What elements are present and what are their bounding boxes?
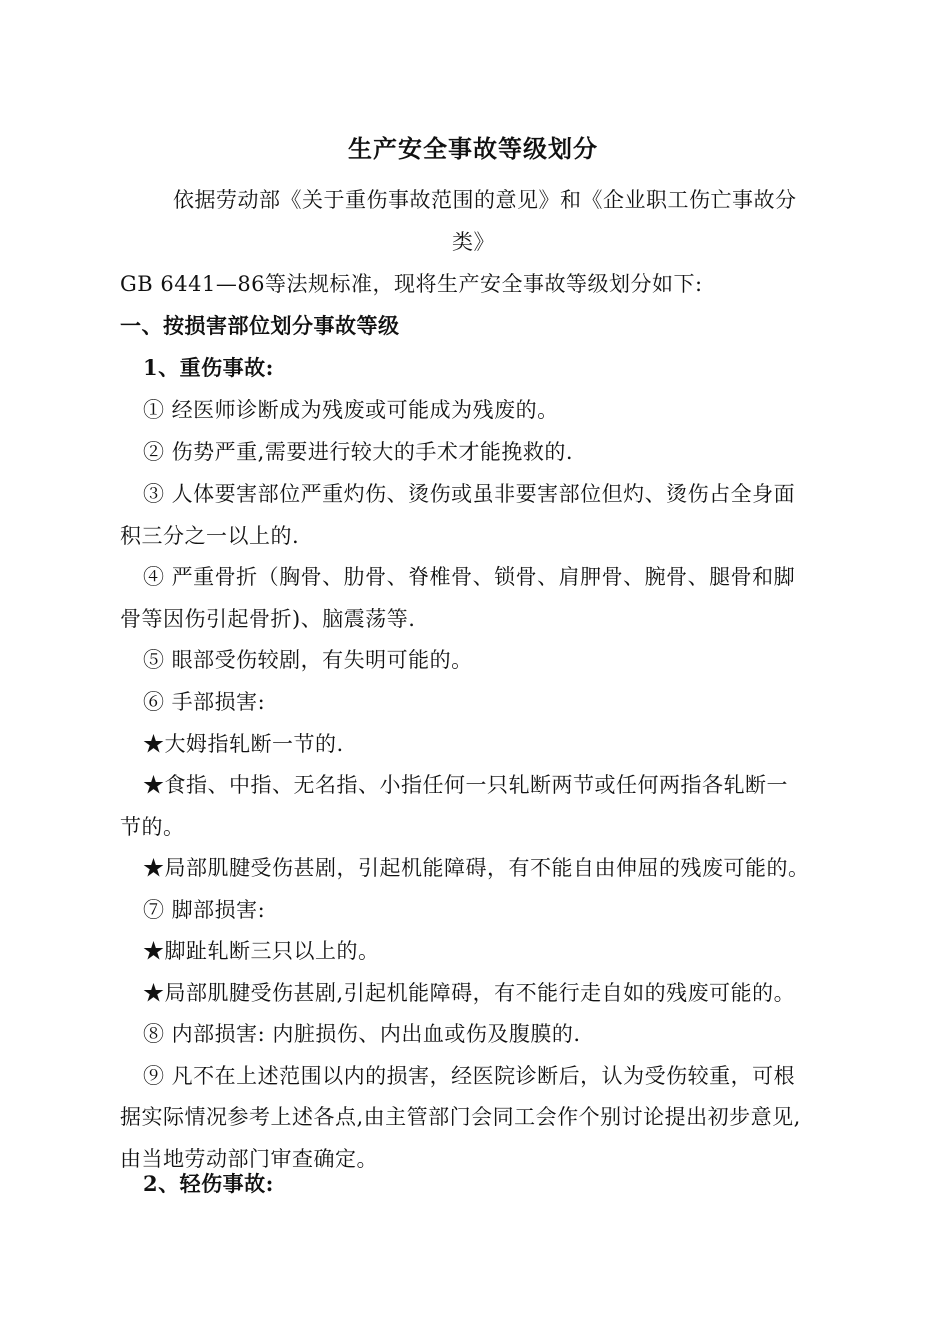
subsection-heading-serious-injury: 1、重伤事故: bbox=[143, 355, 274, 380]
list-item: ⑥ 手部损害: bbox=[143, 690, 266, 714]
list-item: ★局部肌腱受伤甚剧,引起机能障碍，有不能行走自如的残废可能的。 bbox=[143, 981, 796, 1005]
list-item: ③ 人体要害部位严重灼伤、烫伤或虽非要害部位但灼、烫伤占全身面 bbox=[143, 482, 796, 506]
intro-line-3: GB 6441—86等法规标准，现将生产安全事故等级划分如下: bbox=[120, 272, 703, 296]
list-item: ① 经医师诊断成为残废或可能成为残废的。 bbox=[143, 398, 559, 422]
list-item-continuation: 据实际情况参考上述各点,由主管部门会同工会作个别讨论提出初步意见, bbox=[120, 1105, 801, 1129]
list-item-continuation: 积三分之一以上的. bbox=[120, 524, 300, 548]
list-item: ④ 严重骨折（胸骨、肋骨、脊椎骨、锁骨、肩胛骨、腕骨、腿骨和脚 bbox=[143, 565, 796, 589]
list-item: ★脚趾轧断三只以上的。 bbox=[143, 939, 380, 963]
list-item: ★食指、中指、无名指、小指任何一只轧断两节或任何两指各轧断一 bbox=[143, 773, 788, 797]
list-item: ⑨ 凡不在上述范围以内的损害，经医院诊断后，认为受伤较重，可根 bbox=[143, 1064, 796, 1088]
subsection-heading-minor-injury: 2、轻伤事故: bbox=[143, 1171, 274, 1196]
list-item: ⑧ 内部损害: 内脏损伤、内出血或伤及腹膜的. bbox=[143, 1022, 581, 1046]
list-item-continuation: 节的。 bbox=[120, 815, 185, 839]
list-item: ★局部肌腱受伤甚剧，引起机能障碍，有不能自由伸屈的残废可能的。 bbox=[143, 856, 810, 880]
document-title: 生产安全事故等级划分 bbox=[348, 134, 598, 163]
list-item-continuation: 由当地劳动部门审查确定。 bbox=[120, 1147, 378, 1171]
list-item: ★大姆指轧断一节的. bbox=[143, 732, 344, 756]
list-item: ② 伤势严重,需要进行较大的手术才能挽救的. bbox=[143, 440, 574, 464]
list-item: ⑤ 眼部受伤较剧，有失明可能的。 bbox=[143, 648, 473, 672]
section-heading: 一、按损害部位划分事故等级 bbox=[120, 313, 400, 338]
intro-line-2: 类》 bbox=[452, 230, 495, 254]
list-item-continuation: 骨等因伤引起骨折)、脑震荡等. bbox=[120, 607, 416, 631]
list-item: ⑦ 脚部损害: bbox=[143, 898, 266, 922]
intro-line-1: 依据劳动部《关于重伤事故范围的意见》和《企业职工伤亡事故分 bbox=[173, 188, 797, 212]
